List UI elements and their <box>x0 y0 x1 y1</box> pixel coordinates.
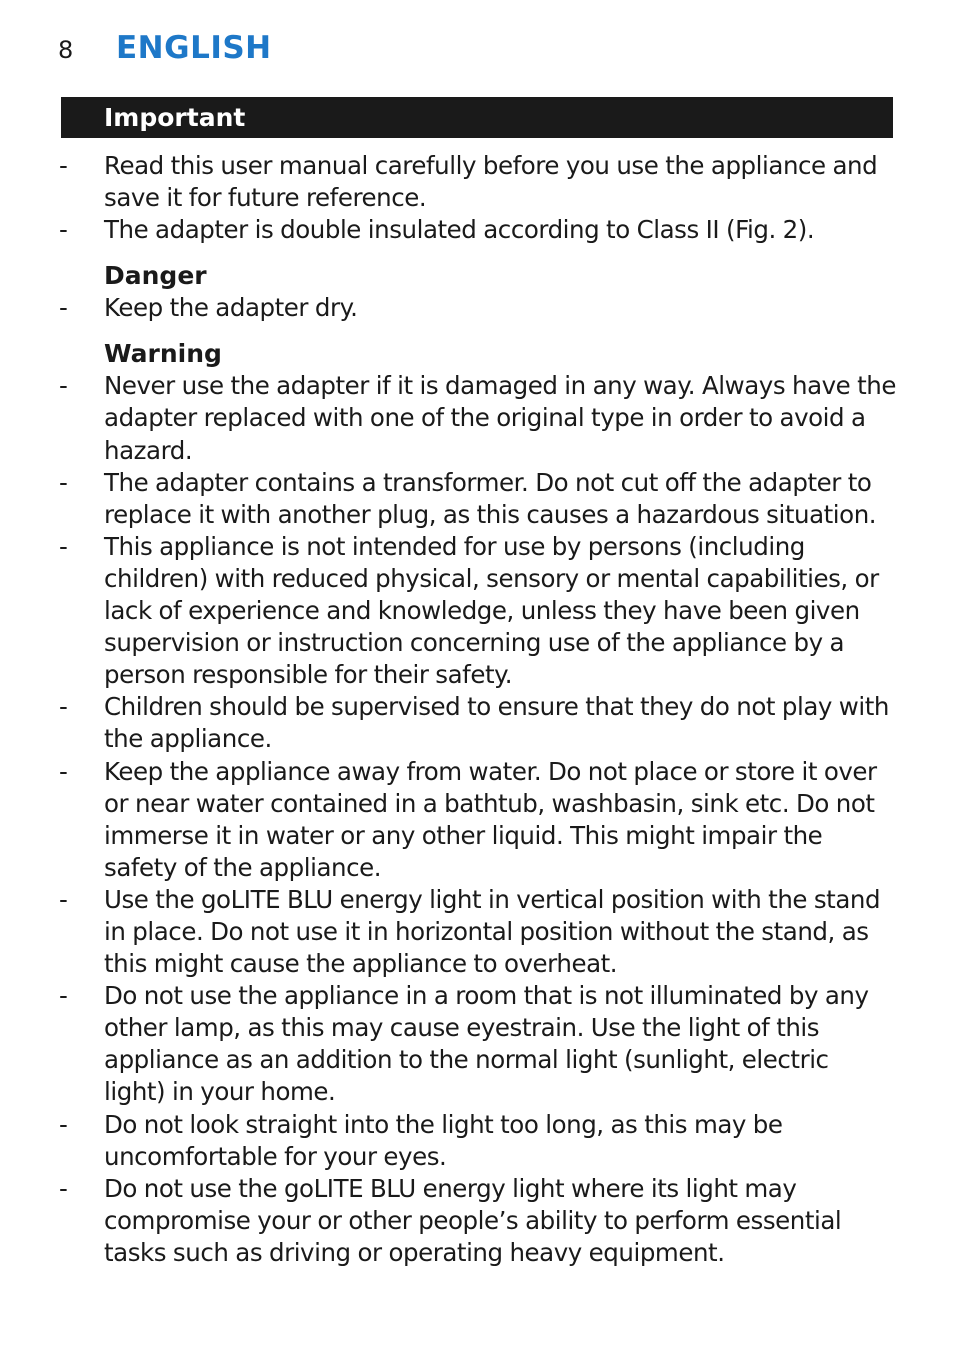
list-item-text: Do not use the appliance in a room that is not illuminated by any other lamp, as this may cause eyestrain. Use the light of this appliance as an addition to the normal light (sunlight, electric light) in your home. <box>104 981 869 1107</box>
list-item <box>58 531 896 691</box>
danger-list <box>58 292 896 324</box>
bullet-dash: - <box>59 151 68 180</box>
bullet-dash: - <box>59 371 68 401</box>
list-item-text: Keep the adapter dry. <box>104 293 358 323</box>
bullet-dash: - <box>59 692 68 722</box>
bullet-dash: - <box>59 756 68 786</box>
danger-heading: Danger <box>104 261 207 291</box>
bullet-dash: - <box>59 884 68 914</box>
section-header-bar <box>61 97 893 138</box>
list-item <box>58 370 896 466</box>
bullet-dash: - <box>59 293 68 323</box>
list-item-text: Do not use the goLITE BLU energy light where its light may compromise your or other people’s ability to perform essential tasks such as driving or operating heavy equipment. <box>104 1173 842 1267</box>
list-item-text: This appliance is not intended for use by persons (including children) with reduced physical, sensory or mental capabilities, or lack of experience and knowledge, unless they have been given supervision or instruction concerning use of the appliance by a person responsible for their safety. <box>104 531 879 690</box>
bullet-dash: - <box>59 531 68 561</box>
section-title: Important <box>104 103 246 132</box>
list-item-text: Do not look straight into the light too long, as this may be uncomfortable for your eyes. <box>104 1109 783 1171</box>
list-item <box>58 214 896 246</box>
list-item-text: Read this user manual carefully before you use the appliance and save it for future reference. <box>104 151 878 213</box>
bullet-dash: - <box>59 981 68 1011</box>
bullet-dash: - <box>59 1173 68 1203</box>
page-number: 8 <box>58 36 74 64</box>
list-item-text: Never use the adapter if it is damaged in any way. Always have the adapter replaced with one of the original type in order to avoid a hazard. <box>104 371 897 465</box>
intro-list <box>58 150 896 246</box>
list-item <box>58 980 896 1108</box>
list-item <box>58 691 896 755</box>
warning-list <box>58 370 896 1269</box>
list-item <box>58 292 896 324</box>
list-item-text: The adapter is double insulated according to Class II (Fig. 2). <box>104 215 815 245</box>
list-item-text: Keep the appliance away from water. Do not place or store it over or near water contained in a bathtub, washbasin, sink etc. Do not immerse it in water or any other liquid. This might impair the safety of the appliance. <box>104 756 877 882</box>
page-header <box>58 30 272 78</box>
bullet-dash: - <box>59 215 68 245</box>
list-item <box>58 467 896 531</box>
list-item <box>58 150 896 214</box>
bullet-dash: - <box>59 467 68 497</box>
manual-content <box>58 150 896 1269</box>
list-item-text: The adapter contains a transformer. Do not cut off the adapter to replace it with another plug, as this causes a hazardous situation. <box>104 467 877 529</box>
list-item-text: Children should be supervised to ensure that they do not play with the appliance. <box>104 692 889 754</box>
list-item <box>58 756 896 884</box>
bullet-dash: - <box>59 1109 68 1139</box>
language-title: ENGLISH <box>116 30 272 66</box>
list-item <box>58 1109 896 1173</box>
list-item-text: Use the goLITE BLU energy light in vertical position with the stand in place. Do not use it in horizontal position without the stand, as this might cause the appliance to overheat. <box>104 884 881 979</box>
list-item <box>58 884 896 980</box>
warning-heading: Warning <box>104 339 222 369</box>
list-item <box>58 1173 896 1269</box>
